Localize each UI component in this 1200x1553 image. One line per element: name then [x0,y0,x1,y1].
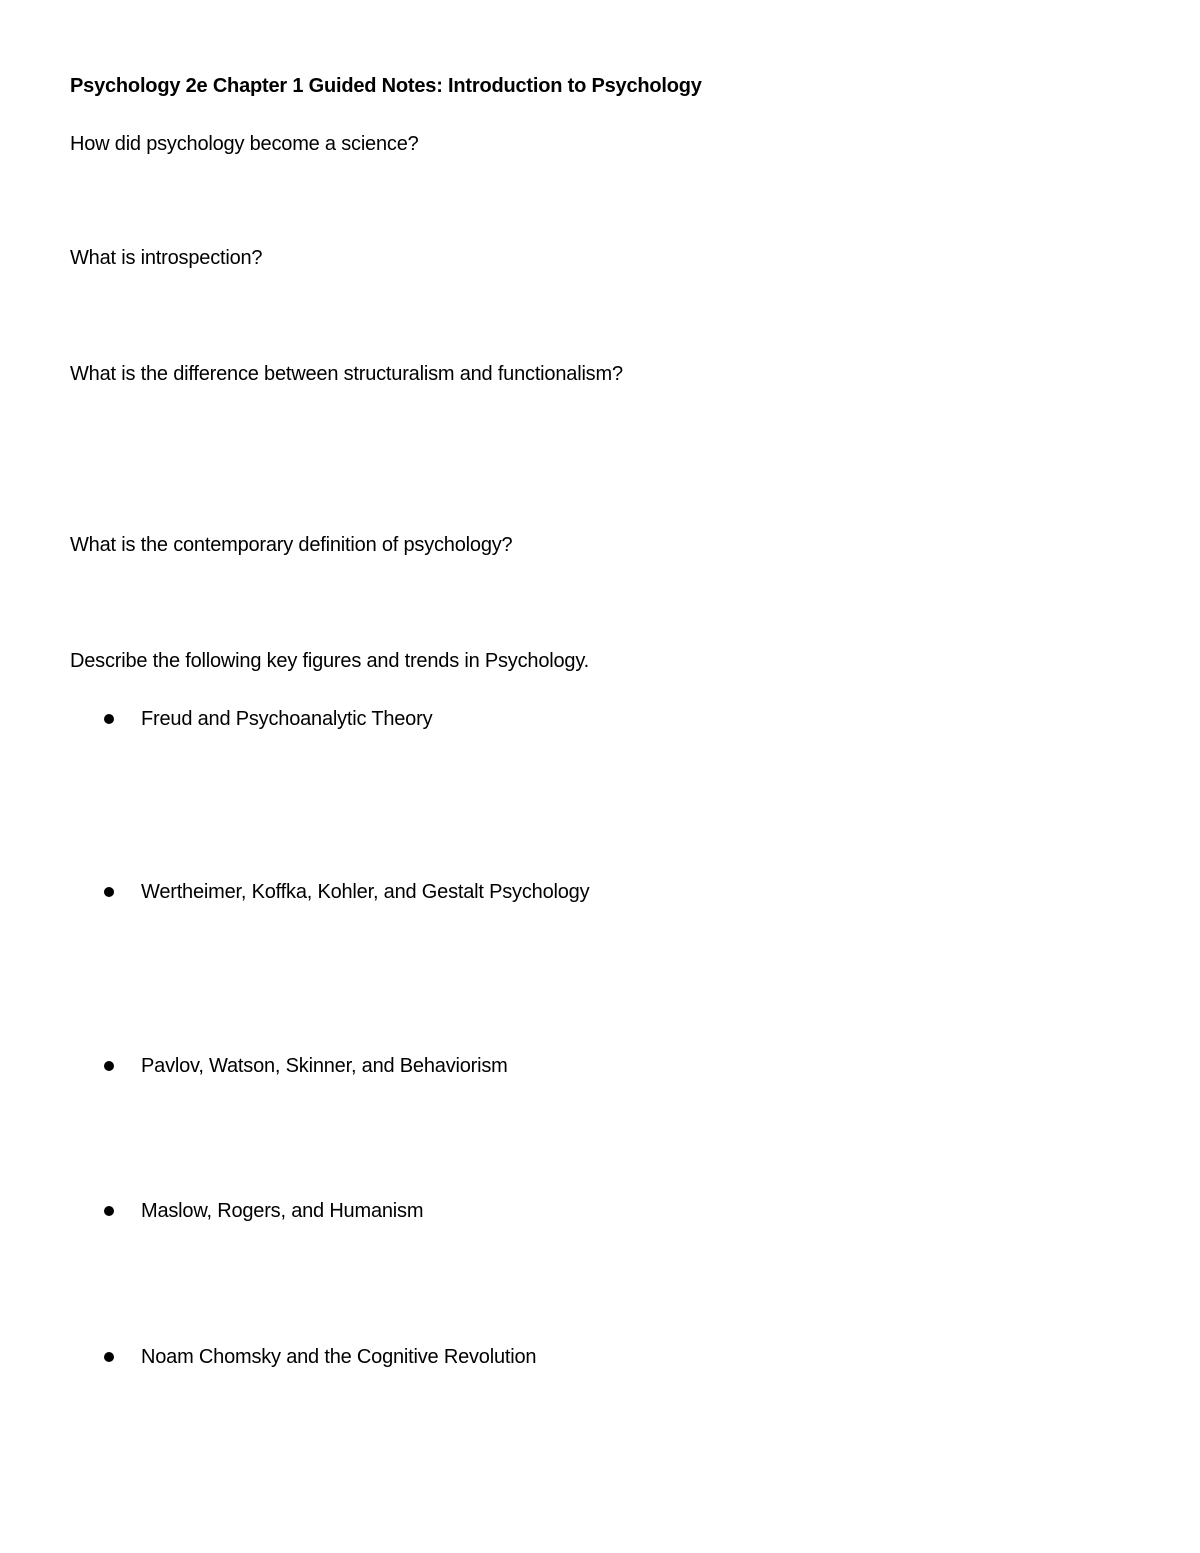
document-title: Psychology 2e Chapter 1 Guided Notes: Introduction to Psychology [70,75,702,97]
bullet-icon [104,887,114,897]
figure-item-text: Noam Chomsky and the Cognitive Revolution [141,1346,537,1368]
figure-item-text: Freud and Psychoanalytic Theory [141,708,433,730]
figure-item-text: Wertheimer, Koffka, Kohler, and Gestalt Psychology [141,881,590,903]
question-1: How did psychology become a science? [70,133,419,155]
question-3: What is the difference between structuralism and functionalism? [70,363,623,385]
bullet-icon [104,1061,114,1071]
question-4: What is the contemporary definition of psychology? [70,534,513,556]
question-2: What is introspection? [70,247,263,269]
bullet-icon [104,1206,114,1216]
bullet-icon [104,714,114,724]
bullet-icon [104,1352,114,1362]
figure-item-text: Pavlov, Watson, Skinner, and Behaviorism [141,1055,508,1077]
figure-item-text: Maslow, Rogers, and Humanism [141,1200,424,1222]
figures-prompt: Describe the following key figures and trends in Psychology. [70,650,590,672]
